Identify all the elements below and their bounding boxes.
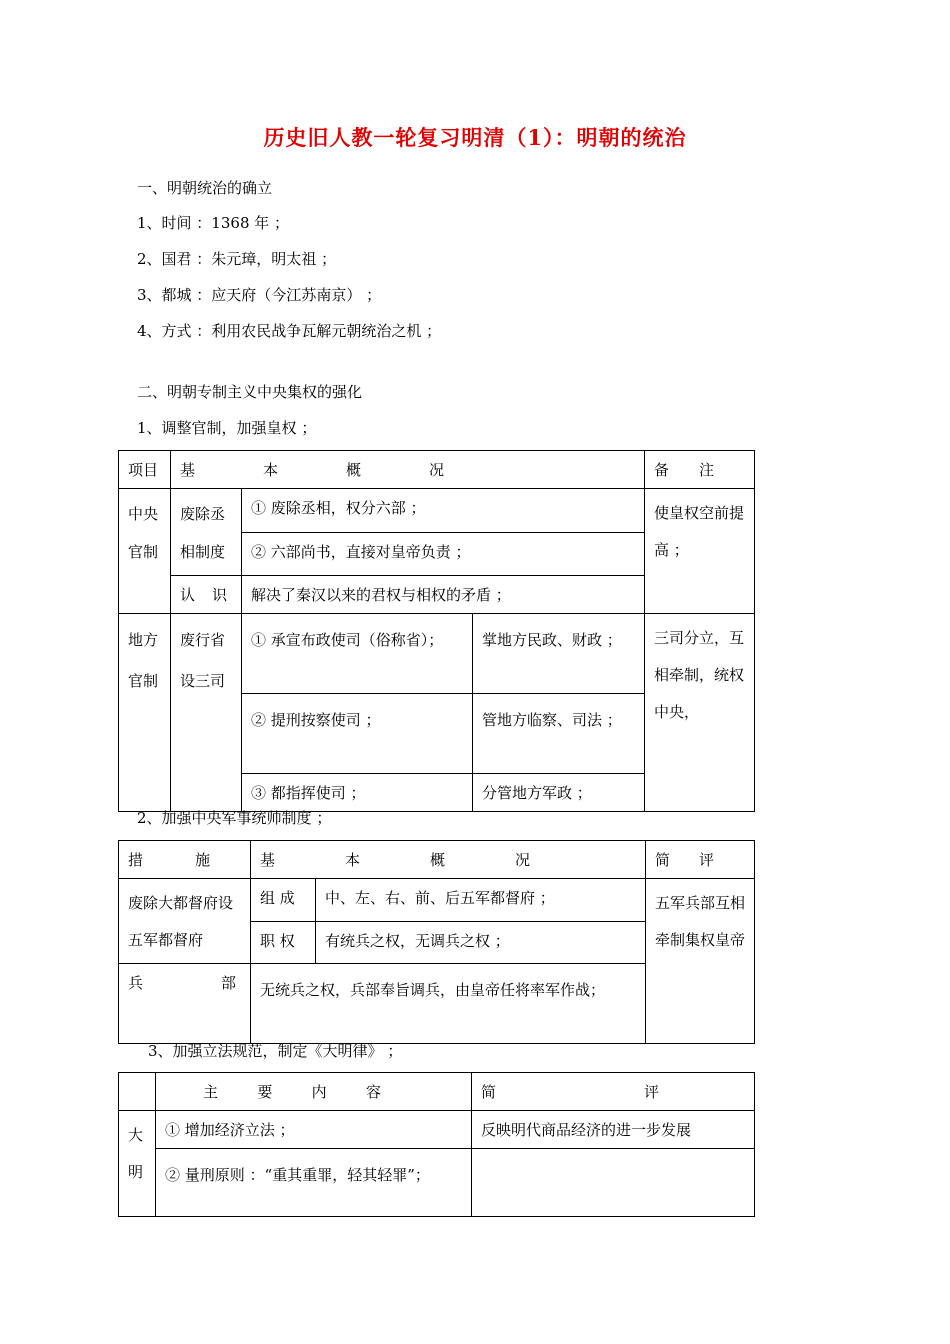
t3-header-comment: 简 评 [472, 1073, 755, 1111]
t3-left-label: 大明 [119, 1111, 156, 1217]
t1-recognition-text: 解决了秦汉以来的君权与相权的矛盾 ； [242, 576, 645, 614]
t1-recognition-label: 认 识 [171, 576, 242, 614]
sec2-sub2: 2、加强中央军事统帅制度 ； [137, 809, 332, 827]
t1-local-row-1-duty: 掌地方民政、财政 ； [473, 614, 645, 694]
t1-header-note: 备 注 [645, 451, 755, 489]
sec2-sub1: 1、调整官制，加强皇权 ； [137, 419, 317, 437]
t1-local-row-2: ② 提刑按察使司 ； [242, 694, 473, 774]
sec1-item-capital: 3、都城 ：应天府（今江苏南京） ； [137, 286, 382, 304]
t3-row-1-comment: 反映明代商品经济的进一步发展 [472, 1111, 755, 1149]
sec1-item-time: 1、时间 ：1368 年 ； [137, 214, 290, 232]
t3-header-blank [119, 1073, 156, 1111]
t1-central-row-1: ① 废除丞相，权分六部 ； [242, 489, 645, 533]
t2-header-comment: 简 评 [646, 841, 755, 879]
t2-power-text: 有统兵之权，无调兵之权 ； [316, 921, 646, 964]
sec1-item-ruler: 2、国君 ：朱元璋，明太祖 ； [137, 250, 337, 268]
t3-row-2: ② 量刑原则 ：“重其重罪，轻其轻罪”； [156, 1149, 472, 1217]
t2-ministry-label: 兵 部 [119, 964, 251, 1044]
t1-local-note: 三司分立，互相牵制，统权中央， [645, 614, 755, 812]
t1-local-label: 地方官制 [119, 614, 171, 812]
t1-local-row-1: ① 承宣布政使司（俗称省）； [242, 614, 473, 694]
section-1-heading: 一、明朝统治的确立 [137, 179, 273, 197]
t2-ministry-text: 无统兵之权，兵部奉旨调兵，由皇帝任将率军作战； [251, 964, 646, 1044]
t1-local-row-3-duty: 分管地方军政 ； [473, 774, 645, 812]
t1-abolish-province: 废行省设三司 [171, 614, 242, 812]
t1-local-row-2-duty: 管地方临察、司法 ； [473, 694, 645, 774]
t2-comment: 五军兵部互相牵制集权皇帝 [646, 879, 755, 1044]
t1-header-basic: 基 本 概 况 [171, 451, 645, 489]
t1-local-row-3: ③ 都指挥使司 ； [242, 774, 473, 812]
t1-central-row-2: ② 六部尚书，直接对皇帝负责 ； [242, 532, 645, 576]
t3-row-2-comment [472, 1149, 755, 1217]
t2-composition-text: 中、左、右、前、后五军都督府 ； [316, 879, 646, 922]
t2-power-label: 职 权 [251, 921, 316, 964]
t1-abolish-pm: 废除丞相制度 [171, 489, 242, 576]
t1-central-note: 使皇权空前提高 ； [645, 489, 755, 614]
section-2-heading: 二、明朝专制主义中央集权的强化 [137, 383, 363, 401]
page-title: 历史旧人教一轮复习明清（1）：明朝的统治 [263, 125, 687, 150]
ming-code-table [118, 1072, 755, 1217]
t3-row-1: ① 增加经济立法 ； [156, 1111, 472, 1149]
t1-central-label: 中央官制 [119, 489, 171, 614]
military-system-table [118, 840, 755, 1044]
sec1-item-method: 4、方式 ：利用农民战争瓦解元朝统治之机 ； [137, 322, 442, 340]
t1-header-item: 项目 [119, 451, 171, 489]
t2-composition-label: 组 成 [251, 879, 316, 922]
t2-header-measure: 措 施 [119, 841, 251, 879]
t2-header-basic: 基 本 概 况 [251, 841, 646, 879]
t3-header-content: 主 要 内 容 [156, 1073, 472, 1111]
t2-abolish-label: 废除大都督府设五军都督府 [119, 879, 251, 964]
official-system-table [118, 450, 755, 812]
sec2-sub3: 3、加强立法规范，制定《大明律》 ； [148, 1042, 403, 1060]
